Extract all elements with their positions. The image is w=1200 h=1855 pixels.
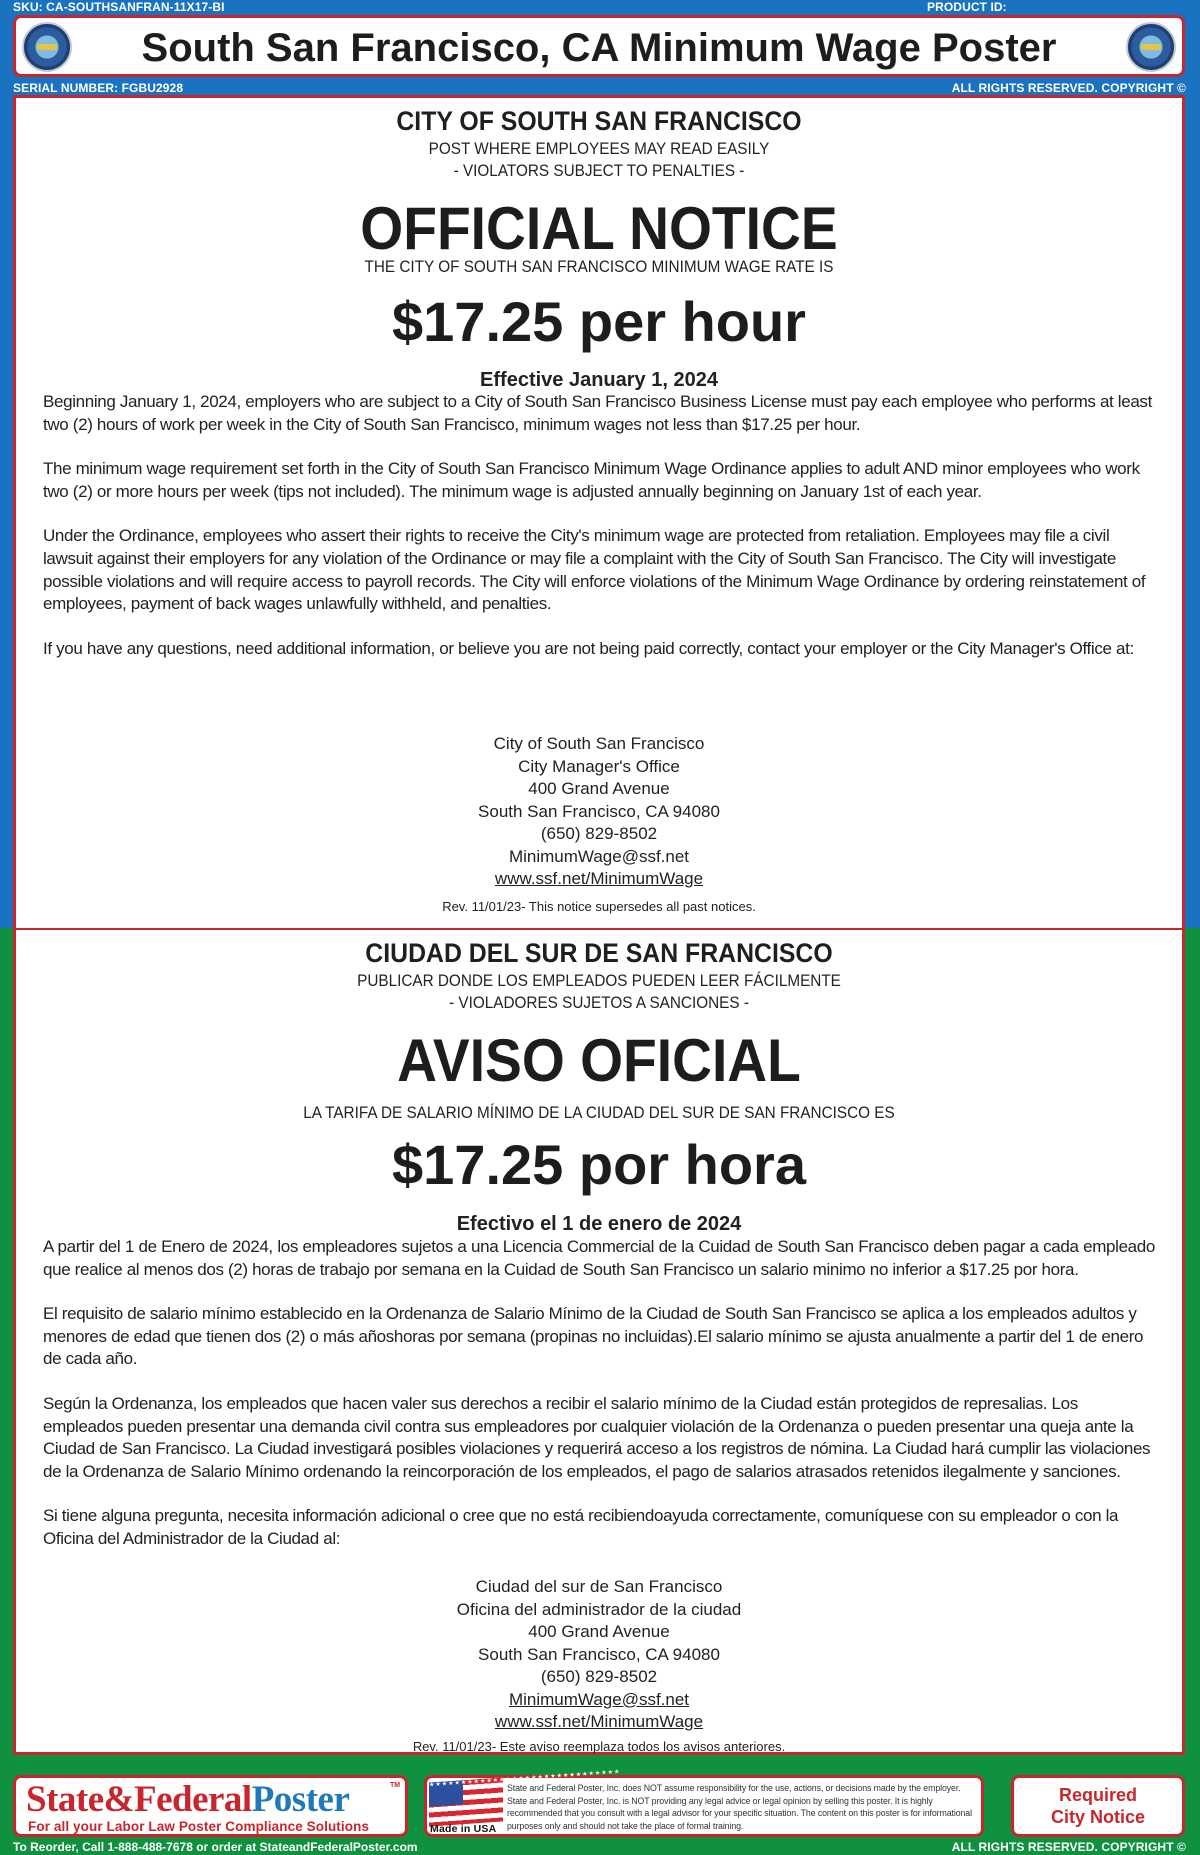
- contact-office: City Manager's Office: [518, 756, 680, 776]
- english-effective-date: Effective January 1, 2024: [480, 369, 718, 391]
- reorder-info: To Reorder, Call 1-888-488-7678 or order at StateandFederalPoster.com: [13, 1840, 418, 1854]
- english-body: [16, 391, 1182, 660]
- contact-street: 400 Grand Avenue: [528, 1622, 670, 1641]
- contact-name: Ciudad del sur de San Francisco: [475, 1577, 723, 1596]
- english-revision-note: Rev. 11/01/23- This notice supersedes all past notices.: [442, 899, 756, 914]
- sku-label: SKU: CA-SOUTHSANFRAN-11X17-BI: [13, 0, 225, 14]
- required-label: Required: [1058, 1785, 1137, 1805]
- english-rate-label: THE CITY OF SOUTH SAN FRANCISCO MINIMUM WAGE RATE IS: [364, 257, 834, 276]
- spanish-paragraph: Según la Ordenanza, los empleados que hacen valer sus derechos a recibir el salario mínimo de la Ciudad están protegidos de represalias. Los empleados pueden presentar una demanda civil contra sus empleadores por cualquier violación de la Ordenanza o pueden presentar una queja ante la Ciudad de San Francisco. La Ciudad investigará posibles violaciones y requerirá acceso a los registros de nómina. La Ciudad hará cumplir las violaciones de la Ordenanza de Salario Mínimo ordenando la reincorporación de los empleados, el pago de salarios atrasados retenidos ilegalmente y sanciones.: [43, 1393, 1151, 1481]
- copyright-top: ALL RIGHTS RESERVED. COPYRIGHT ©: [951, 81, 1186, 95]
- english-paragraph: Under the Ordinance, employees who assert their rights to receive the City's minimum wage are protected from retaliation. Employees may file a civil lawsuit against their employers for any violation of the Ordinance or may file a complaint with the City of South San Francisco. The City will investigate possible violations and will require access to payroll records. The City will enforce violations of the Minimum Wage Ordinance by ordering reinstatement of employees, payment of back wages unlawfully withheld, and penalties.: [43, 526, 1146, 614]
- city-notice-label: City Notice: [1050, 1807, 1146, 1827]
- english-paragraph: If you have any questions, need additional information, or believe you are not being paid correctly, contact your employer or the City Manager's Office at:: [43, 638, 1134, 658]
- contact-city-state-zip: South San Francisco, CA 94080: [478, 801, 720, 821]
- contact-email[interactable]: MinimumWage@ssf.net: [508, 1689, 690, 1709]
- english-violators-warning: - VIOLATORS SUBJECT TO PENALTIES -: [453, 161, 745, 180]
- copyright-bottom: ALL RIGHTS RESERVED. COPYRIGHT ©: [951, 1840, 1186, 1854]
- serial-number: SERIAL NUMBER: FGBU2928: [13, 81, 184, 95]
- spanish-notice-panel: [13, 928, 1185, 1755]
- state-federal-poster-logo: [13, 1775, 408, 1837]
- spanish-paragraph: Si tiene alguna pregunta, necesita información adicional o cree que no está recibiendoayuda correctamente, comuníquese con su empleador o con la Oficina del Administrador de la Ciudad al:: [43, 1506, 1119, 1548]
- english-city-heading: CITY OF SOUTH SAN FRANCISCO: [396, 106, 802, 136]
- english-paragraph: The minimum wage requirement set forth in the City of South San Francisco Minimum Wage Ordinance applies to adult AND minor employees who work two (2) or more hours per week (tips not included). The minimum wage is adjusted annually beginning on January 1st of each year.: [43, 459, 1140, 501]
- spanish-paragraph: El requisito de salario mínimo establecido en la Ordenanza de Salario Mínimo de la Ciudad de South San Francisco se aplica a los empleados adultos y menores de edad que tienen dos (2) o más añoshoras por semana (propinas no incluidas).El salario mínimo se ajusta anualmente a partir del 1 de enero de cada año.: [43, 1304, 1144, 1369]
- brand-name-part2: Poster: [251, 1779, 350, 1820]
- product-id-label: PRODUCT ID:: [927, 0, 1007, 14]
- disclaimer-text: State and Federal Poster, Inc. does NOT assume responsibility for the use, actions, or decisions made by the employer. State and Federal Poster, Inc. is NOT providing any legal advice or legal opinion by selling this poster. It is highly recommended that you consult with a legal advisor for your specific situation. The content on this poster is for informational purposes only and should not take the place of formal training.: [507, 1783, 972, 1831]
- english-wage-rate: $17.25 per hour: [392, 290, 806, 353]
- brand-tagline: For all your Labor Law Poster Compliance Solutions: [28, 1819, 370, 1834]
- contact-office: Oficina del administrador de la ciudad: [456, 1599, 742, 1619]
- spanish-violators-warning: - VIOLADORES SUJETOS A SANCIONES -: [449, 993, 749, 1012]
- spanish-paragraph: A partir del 1 de Enero de 2024, los empleadores sujetos a una Licencia Commercial de la Cuidad de South San Francisco deben pagar a cada empleado que realice al menos dos (2) horas de trabajo por semana en la Cuidad de South San Francisco un salario minimo no inferior a $17.25 por hora.: [43, 1237, 1155, 1279]
- spanish-post-instruction: PUBLICAR DONDE LOS EMPLEADOS PUEDEN LEER FÁCILMENTE: [357, 971, 841, 990]
- brand-name-part1: State&Federal: [26, 1779, 252, 1820]
- contact-name: City of South San Francisco: [493, 734, 705, 753]
- trademark-mark: TM: [390, 1782, 401, 1789]
- english-post-instruction: POST WHERE EMPLOYEES MAY READ EASILY: [428, 139, 770, 158]
- spanish-body: [16, 1236, 1182, 1551]
- disclaimer-box: [424, 1769, 984, 1837]
- contact-street: 400 Grand Avenue: [528, 779, 670, 798]
- contact-email[interactable]: MinimumWage@ssf.net: [508, 846, 690, 866]
- made-in-usa-label: Made in USA: [430, 1823, 497, 1835]
- required-city-notice-badge: [1011, 1775, 1185, 1837]
- english-notice-panel: [13, 95, 1185, 930]
- contact-city-state-zip: South San Francisco, CA 94080: [478, 1644, 720, 1664]
- spanish-revision-note: Rev. 11/01/23- Este aviso reemplaza todos los avisos anteriores.: [412, 1739, 786, 1754]
- spanish-notice-title: AVISO OFICIAL: [397, 1027, 801, 1094]
- brand-name: [26, 1780, 349, 1820]
- city-seal-icon: [1126, 22, 1176, 72]
- spanish-effective-date: Efectivo el 1 de enero de 2024: [456, 1213, 742, 1235]
- contact-website-link[interactable]: www.ssf.net/MinimumWage: [494, 1712, 704, 1731]
- poster-title-box: [13, 15, 1185, 77]
- us-flag-icon: ★★★★★★★★★★★★★★★★★★★★★★★★★★★★★★: [429, 1777, 503, 1826]
- contact-website-link[interactable]: www.ssf.net/MinimumWage: [494, 869, 704, 888]
- spanish-city-heading: CIUDAD DEL SUR DE SAN FRANCISCO: [365, 938, 833, 968]
- contact-phone: (650) 829-8502: [540, 824, 658, 843]
- english-notice-title: OFFICIAL NOTICE: [360, 195, 838, 262]
- contact-phone: (650) 829-8502: [540, 1667, 658, 1686]
- spanish-contact-block: [16, 1576, 1182, 1734]
- spanish-rate-label: LA TARIFA DE SALARIO MÍNIMO DE LA CIUDAD DEL SUR DE SAN FRANCISCO ES: [303, 1103, 895, 1122]
- english-paragraph: Beginning January 1, 2024, employers who are subject to a City of South San Francisco Business License must pay each employee who performs at least two (2) hours of work per week in the City of South San Francisco, minimum wages not less than $17.25 per hour.: [43, 392, 1152, 434]
- spanish-wage-rate: $17.25 por hora: [392, 1133, 806, 1196]
- poster-title: South San Francisco, CA Minimum Wage Poster: [141, 26, 1057, 70]
- english-contact-block: [16, 733, 1182, 891]
